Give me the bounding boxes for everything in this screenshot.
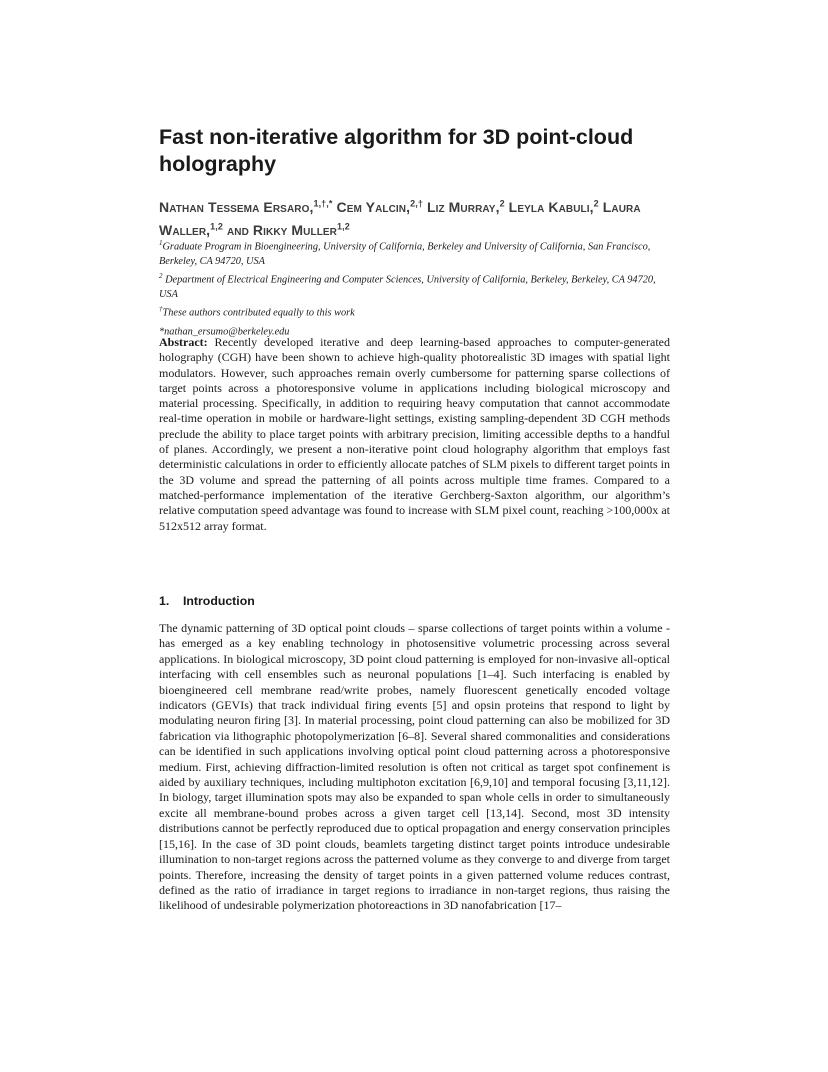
author: and Rikky Muller$^{1,2}$ (226, 221, 350, 239)
affiliation: $^2$ Department of Electrical Engineering and Computer Sciences, University of California, Berkeley, Berkeley, CA 94720, USA (159, 272, 656, 300)
affiliation-list (159, 236, 674, 339)
abstract (159, 335, 670, 534)
author: Liz Murray,$^2$ (426, 198, 505, 215)
section-number: 1. (159, 594, 170, 608)
author: Nathan Tessema Ersaro,$^{1,\dagger,*}$ (159, 198, 333, 215)
corresponding-email: *nathan_ersumo@berkeley.edu (159, 326, 290, 338)
equal-contribution-note: †These authors contributed equally to this work (159, 305, 355, 319)
abstract-label: Abstract: (159, 335, 208, 349)
section-title: Introduction (183, 594, 255, 608)
section-heading (159, 594, 255, 608)
author: Cem Yalcin,$^{2,\dagger}$ (336, 198, 423, 215)
affiliation: $^1$Graduate Program in Bioengineering, University of California, Berkeley and University of California, San Francisco, Berkeley, CA 94720, USA (159, 239, 651, 267)
abstract-text: Recently developed iterative and deep learning-based approaches to computer-generated holography (CGH) have been shown to achieve high-quality photorealistic 3D images with spatial light modulators. However, such approaches remain overly cumbersome for patterning sparse collections of target points across a photoresponsive volume in applications including biological microscopy and material processing. Specifically, in addition to requiring heavy computation that cannot accommodate real-time operation in mobile or hardware-light settings, existing sampling-dependent 3D CGH methods preclude the ability to place target points with arbitrary precision, limiting accessible depths to a handful of planes. Accordingly, we present a non-iterative point cloud holography algorithm that employs fast deterministic calculations in order to efficiently allocate patches of SLM pixels to different target points in the 3D volume and spread the patterning of all points across multiple time frames. Compared to a matched-performance implementation of the iterative Gerchberg-Saxton algorithm, our algorithm’s relative computation speed advantage was found to increase with SLM pixel count, reaching >100,000x at 512x512 array format. (159, 335, 670, 533)
author: Leyla Kabuli,$^2$ (508, 198, 599, 215)
author-list (159, 193, 679, 240)
paper-title: Fast non-iterative algorithm for 3D point-cloud holography (159, 125, 634, 176)
introduction-paragraph: The dynamic patterning of 3D optical point clouds – sparse collections of target points within a volume - has emerged as a key enabling technology in photosensitive volumetric processing across several applications. In biological microscopy, 3D point cloud patterning is employed for non-invasive all-optical interfacing with cell ensembles such as neuronal populations [1–4]. Such interfacing is enabled by bioengineered cell membrane read/write probes, namely fluorescent genetically encoded voltage indicators (GEVIs) that track individual firing events [5] and opsin proteins that respond to light by modulating neuron firing [3]. In material processing, point cloud patterning can also be mobilized for 3D fabrication via lithographic photopolymerization [6–8]. Several shared commonalities and considerations can be identified in such applications involving optical point cloud patterning across a photoresponsive medium. First, achieving diffraction-limited resolution is often not critical as target spot confinement is aided by auxiliary techniques, including multiphoton excitation [6,9,10] and temporal focusing [3,11,12]. In biology, target illumination spots may also be expanded to span whole cells in order to simultaneously excite all membrane-bound probes across a given target cell [13,14]. Second, most 3D intensity distributions cannot be perfectly reproduced due to optical propagation and energy conservation principles [15,16]. In the case of 3D point clouds, beamlets targeting distinct target points introduce undesirable illumination to non-target regions across the patterned volume as they converge to and diverge from target points. Therefore, increasing the density of target points in a given patterned volume reduces contrast, defined as the ratio of irradiance in target regions to irradiance in non-target regions, thus raising the likelihood of undesirable polymerization photoreactions in 3D nanofabrication [17– (159, 621, 670, 913)
author: Laura Waller,$^{1,2}$ (159, 198, 641, 239)
